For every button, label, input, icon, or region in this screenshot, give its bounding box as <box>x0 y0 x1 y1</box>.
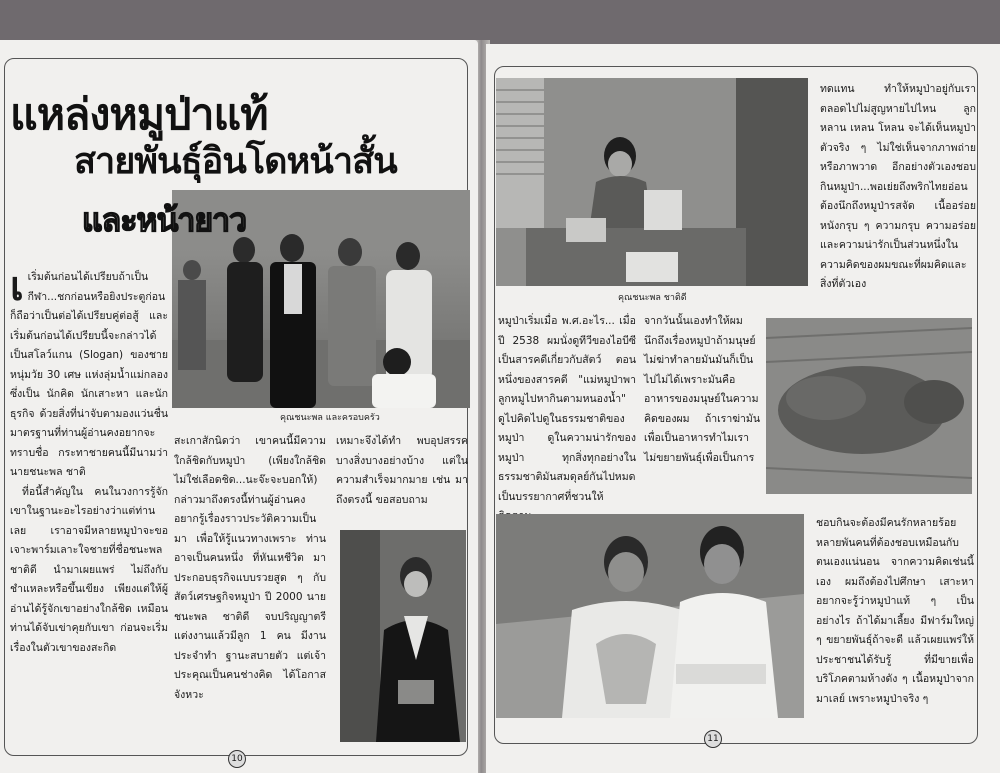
body-paragraph: ชอบกินจะต้องมีคนรักหลายร้อยหลายพันคนที่ต้องชอบเหมือนกับตนเองแน่นอน จากความคิดเช่นนี้เอง ผมถึงต้องไปศึกษา เสาะหา อยากจะรู้ว่าหมูป่าแท้ ๆ เป็นอย่างไร ถ้าได้มาเลี้ยง มีฟาร์มใหญ่ ๆ ขยายพันธุ์ถ้าจะดี แล้วเผยแพร่ให้ประชาชนได้รับรู้ ที่มีขายเพื่อบริโภคตามห้างดัง ๆ เนื้อหมูป่าจากมาเลย์ เพราะหมูป่าจริง ๆ <box>816 517 974 705</box>
two-men-photo <box>496 514 804 718</box>
article-column-1 <box>10 263 168 758</box>
article-column-2 <box>174 432 326 762</box>
intro-paragraph <box>10 263 168 483</box>
photo-caption-family: คุณชนะพล และครอบครัว <box>280 413 380 423</box>
body-paragraph: สะเกาสักนิดว่า เขาคนนี้มีความใกล้ชิดกับหมูป่า (เพียงใกล้ชิดไม่ใช่เลือดชิด...นะจ๊ะจะบอกให้) กล่าวมาถึงตรงนี้ท่านผู้อ่านคงอยากรู้เรื่องราวประวัติความเป็นมา เพื่อให้รู้แนวทางเพราะ ท่านอาจเป็นคนหนึ่ง ที่หันเหชีวิต มาประกอบธุรกิจแบบรวยสูด ๆ กับ สัตว์เศรษฐกิจหมูป่า ปี 2000 นายชนะพล ชาติดี จบปริญญาตรี แต่งงานแล้วมีลูก 1 คน มีงานประจำทำ ฐานะสบายตัว แต่เจ้าประคุณเป็นคนช่างคิด ได้โอกาสจังหวะ <box>174 435 326 701</box>
article-column-d <box>816 514 974 724</box>
man-at-desk-photo <box>496 78 808 286</box>
body-paragraph: หมูป่าเริ่มเมื่อ พ.ศ.อะไร... เมื่อปี 2538 ผมนั่งดูทีวีของไอบีซี เป็นสารคดีเกี่ยวกับสัตว์ ตอนหนึ่งของสารคดี "แม่หมูป่าพาลูกหมูไปหากินตามหนองน้ำ" ดูไปคิดไปดูในธรรมชาติของหมูป่า ดูในความน่ารักของหมูป่า ทุกสิ่งทุกอย่างในธรรมชาติมันสมดุลย์กันไปหมดเป็นบรรยากาศที่ชวนให้ <box>498 315 636 503</box>
drop-cap: เ <box>10 263 24 310</box>
body-paragraph: ที่อนี้สำคัญใน คนในวงการรู้จักเขาในฐานะอะไรอย่างว่าแต่ท่านเลย เราอาจมีหลายหมูป่าจะขอเจาะพาร์มเลาะใจชายที่ชื่อชนะพล ชาติดี นำมาเผยแพร่ ไม่ถึงกับชำแหละหรือขึ้นเขียง เพียงแต่ให้ผู้อ่านได้รู้จักเขาอย่างใกล้ชิด เหมือนท่านได้จับเข่าคุยกับเขา ก่อนจะเริ่มเรื่องในตัวเขาของสะกิด <box>10 485 168 654</box>
page-number: 10 <box>228 750 246 768</box>
graduate-portrait-photo <box>340 530 466 742</box>
intro-text: เริ่มต้นก่อนได้เปรียบถ้าเป็นกีฬา...ชกก่อนหรือยิงประตูก่อนก็ถือว่าเป็นต่อได้เปรียบคู่ต่อสู้ และเริ่มต้นก่อนได้เปรียบนี้จะกล่าวได้ เป็นสโลว์แกน (Slogan) ของชายหนุ่มวัย 30 เศษ แห่งลุ่มน้ำแม่กลองซึ่งเป็น นักคิด นักเสาะหา และนักธุรกิจ ด้วยสิ่งที่น่าจับตามองแว่นชื่นมาตรฐานที่ท่านผู้อ่านคงอยากจะทราบชื่อ กระทาชายคนนี้มีนามว่า นายชนะพล ชาติ <box>10 271 168 478</box>
left-page <box>0 40 478 773</box>
headline-line-3: และหน้ายาว <box>82 201 247 239</box>
body-paragraph: ทดแทน ทำให้หมูป่าอยู่กับเราตลอดไปไม่สูญหายไปไหน ลูกหลาน เหลน โหลน จะได้เห็นหมูป่าตัวจริง ๆ ไม่ใช่เห็นจากภาพถ่าย หรือภาพวาด อีกอย่างตัวเองชอบกินหมูป่า...พอเย่ยถึงพริกไทยอ่อนต้องนึกถึงหมูป่ารสจัด เนื้ออร่อยหนังกรุบ ๆ ความกรุบ ความอร่อยและความน่ารักเป็นส่วนหนึ่งในความคิดของผมขณะที่ผมคิดและสิ่งที่ตัวเอง <box>820 83 976 290</box>
headline-line-1: แหล่งหมูป่าแท้ <box>10 90 268 140</box>
article-column-3 <box>336 432 468 512</box>
right-page <box>486 44 1000 773</box>
headline-line-2: สายพันธุ์อินโดหน้าสั้น <box>74 141 397 182</box>
body-paragraph: จากวันนั้นเองทำให้ผมนึกถึงเรื่องหมูป่าถ้ามนุษย์ไม่ฆ่าทำลายมันมันก็เป็นไปไม่ได้เพราะมันคืออาหารของมนุษย์ในความคิดของผม ถ้าเราฆ่ามันเพื่อเป็นอาหารทำไมเราไม่ขยายพันธุ์เพื่อเป็นการ <box>644 315 760 464</box>
page-number: 11 <box>704 730 722 748</box>
article-column-a <box>820 80 976 316</box>
article-column-c <box>644 312 760 512</box>
body-paragraph: เหมาะจึงได้ทำ พบอุปสรรคบางสิ่งบางอย่างบ้าง แต่ในความสำเร็จมากมาย เช่น มาถึงตรงนี้ ขอสอบถาม <box>336 435 468 506</box>
article-column-b <box>498 312 636 512</box>
wild-boar-photo <box>766 318 972 494</box>
photo-caption-portrait: คุณชนะพล ชาติดี <box>618 293 687 303</box>
